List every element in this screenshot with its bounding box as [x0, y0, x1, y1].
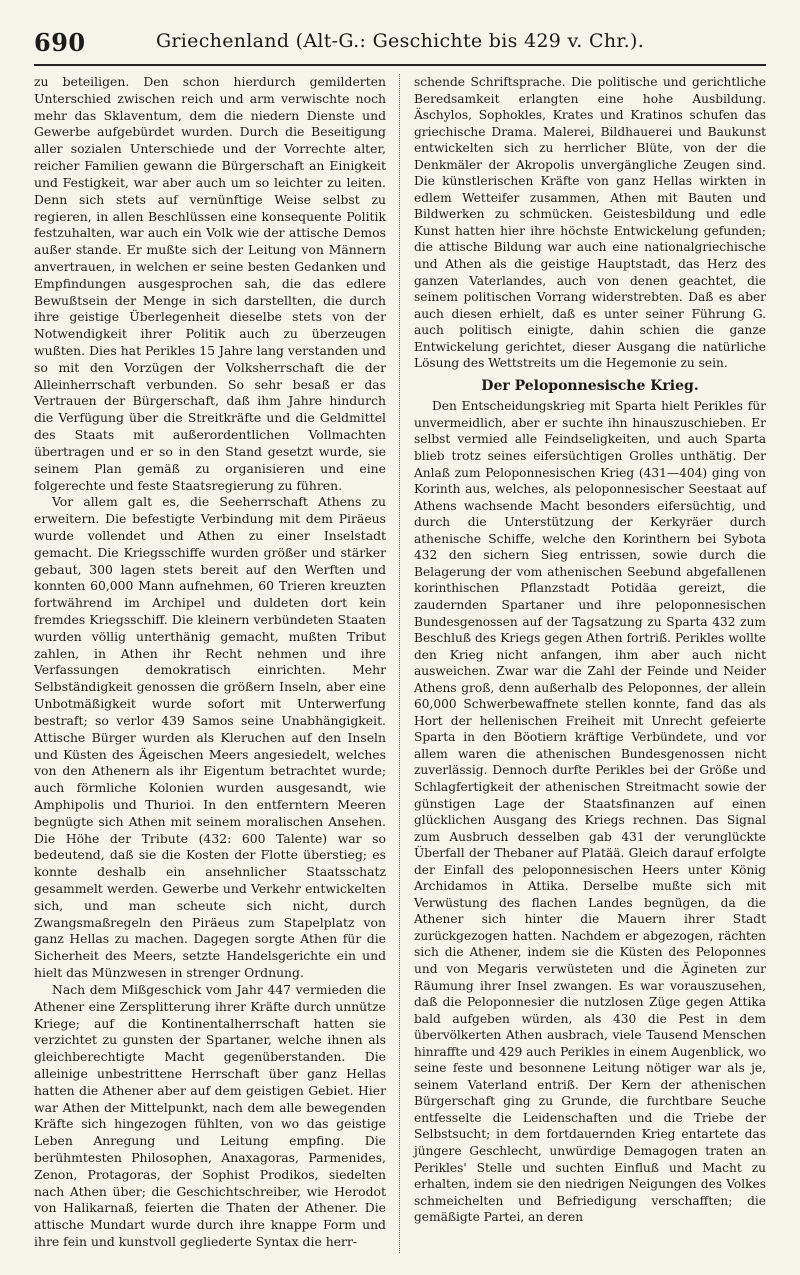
paragraph: Den Entscheidungskrieg mit Sparta hielt Perikles für unvermeidlich, aber er suchte ihn hinauszuschieben. Er selbst vermied alle Feindseligkeiten, und auch Sparta blieb trotz seines eifersüchtigen Grolles unthätig. Der Anlaß zum Peloponnesischen Krieg (431—404) ging von Korinth aus, welches, als peloponnesischer Seestaat auf Athens wachsende Macht besonders eifersüchtig, und durch die Unterstützung der Kerkyräer durch athenische Schiffe, welche den Korinthern bei Sybota 432 den sichern Sieg entrissen, sowie durch die Belagerung der vom athenischen Seebund abgefallenen korinthischen Pflanzstadt Potidäa gereizt, die zaudernden Spartaner und ihre peloponnesischen Bundesgenossen auf der Tagsatzung zu Sparta 432 zum Beschluß des Kriegs gegen Athen fortriß. Perikles wollte den Krieg nicht anfangen, ihm aber auch nicht ausweichen. Zwar war die Zahl der Feinde und Neider Athens groß, denn außerhalb des Peloponnes, der allein 60,000 Schwerbewaffnete stellen konnte, fand das als Hort der hellenischen Freiheit mit Unrecht gefeierte Sparta in den Böotiern kräftige Verbündete, und vor allem waren die athenischen Bundesgenossen nicht zuverlässig. Dennoch durfte Perikles bei der Größe und Schlagfertigkeit der athenischen Streitmacht sowie der günstigen Lage der Staatsfinanzen auf einen glücklichen Ausgang des Kriegs rechnen. Das Signal zum Ausbruch desselben gab 431 der verunglückte Überfall der Thebaner auf Platää. Gleich darauf erfolgte der Einfall des peloponnesischen Heers unter König Archidamos in Attika. Derselbe mußte sich mit Verwüstung des flachen Landes begnügen, da die Athener sich hinter die Mauern ihrer Stadt zurückgezogen hatten. Nachdem er abgezogen, rächten sich die Athener, indem sie die Küsten des Peloponnes und von Megaris verwüsteten und die Ägineten zur Räumung ihrer Insel zwangen. Es war vorauszusehen, daß die Peloponnesier die nutzlosen Züge gegen Attika bald aufgeben würden, als 430 die Pest in dem übervölkerten Athen ausbrach, viele Tausend Menschen hinraffte und 429 auch Perikles in einem Augenblick, wo seine feste und besonnene Leitung nötiger war als je, seinem Vaterland entriß. Der Kern der athenischen Bürgerschaft ging zu Grunde, die furchtbare Seuche entfesselte die Leidenschaften und die Triebe der Selbstsucht; in dem fortdauernden Krieg entartete das jüngere Geschlecht, unwürdige Demagogen traten an Perikles' Stelle und suchten Einfluß und Macht zu erhalten, indem sie den niedrigen Neigungen des Volkes schmeichelten und Befriedigung verschafften; die gemäßigte Partei, an deren: [414, 399, 766, 1225]
paragraph: schende Schriftsprache. Die politische und gerichtliche Beredsamkeit erlangten eine hohe Ausbildung. Äschylos, Sophokles, Krates und Kratinos schufen das griechische Drama. Malerei, Bildhauerei und Baukunst entwickelten sich zu herrlicher Blüte, von der die Denkmäler der Akropolis unvergängliche Zeugen sind. Die künstlerischen Kräfte von ganz Hellas wirkten in edlem Wetteifer zusammen, Athen mit Bauten und Bildwerken zu schmücken. Geistesbildung und edle Kunst hatten hier ihre höchste Entwickelung gefunden; die attische Bildung war auch eine nationalgriechische und Athen als die geistige Hauptstadt, das Herz des ganzen Vaterlandes, auch von denen geachtet, die seinem politischen Vorrang widerstrebten. Daß es aber auch diesen erhielt, daß es unter seiner Führung G. auch politisch einigte, dahin schien die ganze Entwickelung gerichtet, dieser Ausgang die natürliche Lösung des Wettstreits um die Hegemonie zu sein.: [414, 75, 766, 371]
page-header: [34, 28, 766, 66]
page-number: 690: [34, 28, 86, 57]
right-column: [414, 74, 766, 1257]
section-title: Der Peloponnesische Krieg.: [481, 377, 699, 394]
left-column: [34, 74, 386, 1257]
column-divider: [399, 74, 400, 1253]
paragraph: Vor allem galt es, die Seeherrschaft Athens zu erweitern. Die befestigte Verbindung mit dem Piräeus wurde vollendet und Athen zu einer Inselstadt gemacht. Die Kriegsschiffe wurden größer und stärker gebaut, 300 lagen stets bereit auf den Werften und konnten 60,000 Mann aufnehmen, 60 Trieren kreuzten fortwährend im Archipel und duldeten dort kein fremdes Kriegsschiff. Die kleinern verbündeten Staaten wurden völlig unterthänig gemacht, mußten Tribut zahlen, in Athen ihr Recht nehmen und ihre Verfassungen demokratisch einrichten. Mehr Selbständigkeit genossen die größern Inseln, aber eine Unbotmäßigkeit wurde sofort mit Unterwerfung bestraft; so verlor 439 Samos seine Unabhängigkeit. Attische Bürger wurden als Kleruchen auf den Inseln und Küsten des Ägeischen Meers angesiedelt, welches von den Athenern als ihr Eigentum betrachtet wurde; auch förmliche Kolonien wurden ausgesandt, wie Amphipolis und Thurioi. In den entferntern Meeren begnügte sich Athen mit seinem moralischen Ansehen. Die Höhe der Tribute (432: 600 Talente) war so bedeutend, daß sie die Kosten der Flotte überstieg; es konnte deshalb ein ansehnlicher Staatsschatz gesammelt werden. Gewerbe und Verkehr entwickelten sich, und man scheute sich nicht, durch Zwangsmaßregeln den Piräeus zum Stapelplatz von ganz Hellas zu machen. Dagegen sorgte Athen für die Sicherheit des Meers, setzte Handelsgerichte ein und hielt das Münzwesen in strenger Ordnung.: [34, 494, 386, 981]
paragraph: Nach dem Mißgeschick vom Jahr 447 vermieden die Athener eine Zersplitterung ihrer Kräfte durch unnütze Kriege; auf die Kontinentalherrschaft hatten sie verzichtet zu gunsten der Spartaner, welche ihnen als gleichberechtigte Macht gegenüberstanden. Die alleinige unbestrittene Herrschaft über ganz Hellas hatten die Athener aber auf dem geistigen Gebiet. Hier war Athen der Mittelpunkt, nach dem alle bewegenden Kräfte sich hingezogen fühlten, von wo das geistige Leben Anregung und Leitung empfing. Die berühmtesten Philosophen, Anaxagoras, Parmenides, Zenon, Protagoras, der Sophist Prodikos, siedelten nach Athen über; die Geschichtschreiber, wie Herodot von Halikarnaß, feierten die Thaten der Athener. Die attische Mundart wurde durch ihre knappe Form und ihre fein und kunstvoll gegliederte Syntax die herr-: [34, 981, 386, 1250]
running-title: Griechenland (Alt-G.: Geschichte bis 429 v. Chr.).: [155, 30, 645, 52]
paragraph: zu beteiligen. Den schon hierdurch gemilderten Unterschied zwischen reich und arm verwischte noch mehr das Sklaventum, dem die niedern Dienste und Gewerbe aufgebürdet wurden. Durch die Beseitigung aller sozialen Unterschiede und der Vorrechte alter, reicher Familien gewann die Bürgerschaft an Einigkeit und Festigkeit, war aber auch um so leichter zu leiten. Denn sich stets auf vernünftige Weise selbst zu regieren, in allen Beschlüssen eine konsequente Politik festzuhalten, war auch ein Volk wie der attische Demos außer stande. Er mußte sich der Leitung von Männern anvertrauen, in welchen er seine besten Gedanken und Empfindungen ausgesprochen sah, die das edlere Bewußtsein der Menge in sich darstellten, die durch ihre geistige Überlegenheit dieselbe stets von der Notwendigkeit ihrer Politik auch zu überzeugen wußten. Dies hat Perikles 15 Jahre lang verstanden und so mit den Vorzügen der Volksherrschaft die der Alleinherrschaft verbunden. So sehr besaß er das Vertrauen der Bürgerschaft, daß ihm Jahre hindurch die Verfügung über die Streitkräfte und die Geldmittel des Staats mit außerordentlichen Vollmachten übertragen und er so in den Stand gesetzt wurde, sie seinem Plan gemäß zu organisieren und eine folgerechte und feste Staatsregierung zu führen.: [34, 74, 386, 493]
